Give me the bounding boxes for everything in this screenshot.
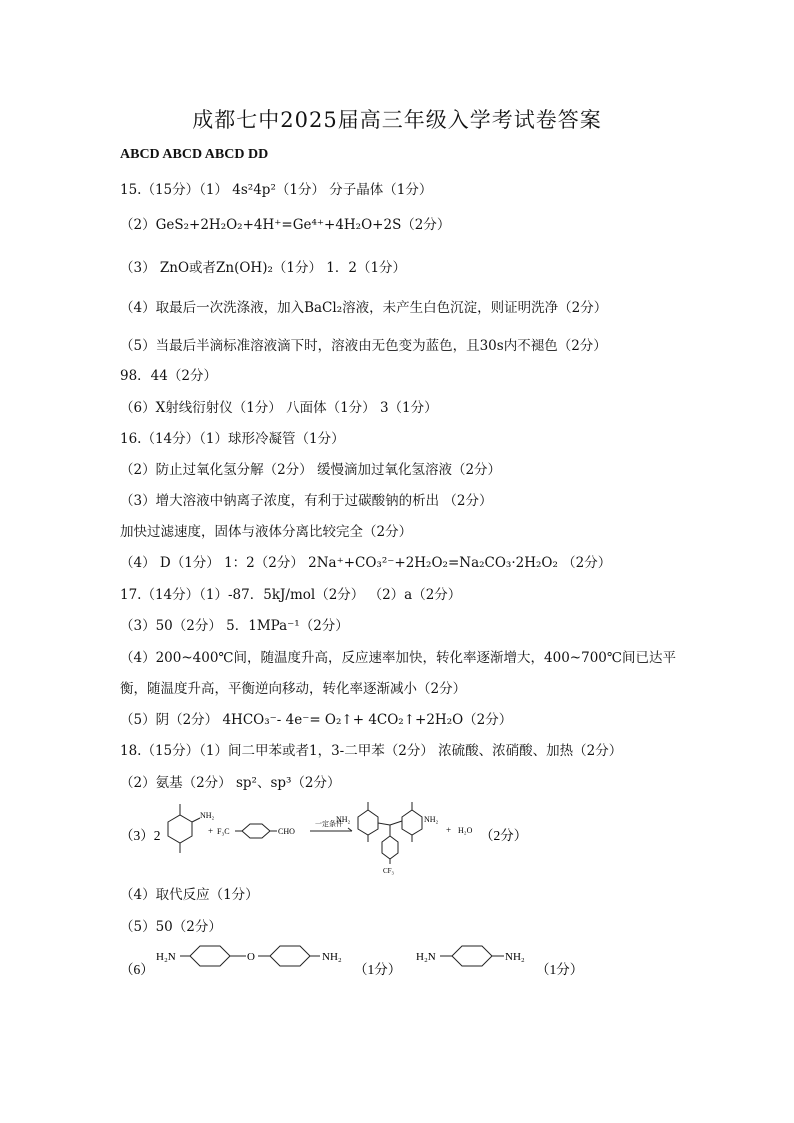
nh2-label: NH₂ [200, 811, 215, 820]
h2n-label-2: H₂N [416, 951, 436, 963]
answer-line-15-2: （2）GeS₂+2H₂O₂+4H⁺=Ge⁴⁺+4H₂O+2S（2分） [120, 217, 451, 233]
oxygen-label: O [247, 951, 255, 963]
answer-line-18-1: 18.（15分）（1）间二甲苯或者1，3-二甲苯（2分） 浓硫酸、浓硝酸、加热（2分） [120, 743, 623, 759]
product-nh2-right: NH₂ [424, 815, 439, 824]
structures-18-6 [120, 938, 600, 983]
plus-sign: + [208, 826, 214, 836]
answer-line-15-1: 15.（15分）（1） 4s²4p²（1分） 分子晶体（1分） [120, 182, 433, 198]
answer-line-17-4b: 衡，随温度升高，平衡逆向移动，转化率逐渐减小（2分） [120, 681, 467, 697]
mc-answers: ABCD ABCD ABCD DD [120, 147, 269, 162]
answer-line-16-3b: 加快过滤速度，固体与液体分离比较完全（2分） [120, 524, 413, 540]
reaction-scheme-18-3 [120, 790, 680, 880]
answer-line-16-2: （2）防止过氧化氢分解（2分） 缓慢滴加过氧化氢溶液（2分） [120, 462, 502, 478]
f3c-label: F₃C [217, 827, 230, 836]
dimethylaniline-structure [168, 804, 200, 853]
answer-line-15-5b: 98．44（2分） [120, 368, 217, 384]
answer-line-17-3: （3）50（2分） 5．1MPa⁻¹（2分） [120, 618, 349, 634]
benzaldehyde-structure [235, 824, 277, 838]
cf3-label: CF₃ [383, 867, 395, 875]
answer-line-16-1: 16.（14分）（1）球形冷凝管（1分） [120, 431, 345, 447]
nh2-label-2: NH₂ [505, 951, 525, 963]
answer-line-18-5: （5）50（2分） [120, 919, 222, 935]
cho-label: CHO [278, 827, 295, 836]
score-18-6-b: （1分） [536, 962, 584, 977]
answer-line-17-1: 17.（14分）（1）-87．5kJ/mol（2分） （2）a（2分） [120, 587, 462, 603]
score-18-3: （2分） [480, 828, 528, 843]
reaction-arrow [310, 828, 352, 831]
product-nh2-left: NH₂ [336, 815, 351, 824]
answer-line-15-3: （3） ZnO或者Zn(OH)₂（1分） 1．2（1分） [120, 260, 407, 276]
page-title: 成都七中2025届高三年级入学考试卷答案 [192, 108, 602, 132]
reaction-prefix: （3）2 [120, 828, 161, 843]
answer-line-16-3: （3）增大溶液中钠离子浓度，有利于过碳酸钠的析出 （2分） [120, 493, 493, 509]
prefix-18-6: （6） [120, 962, 154, 977]
answer-line-15-4: （4）取最后一次洗涤液，加入BaCl₂溶液，未产生白色沉淀，则证明洗净（2分） [120, 300, 608, 316]
answer-line-15-5: （5）当最后半滴标准溶液滴下时，溶液由无色变为蓝色，且30s内不褪色（2分） [120, 338, 607, 354]
water-label: H₂O [458, 826, 473, 835]
plus-sign-2: + [446, 825, 452, 835]
answer-line-18-4: （4）取代反应（1分） [120, 887, 259, 903]
reaction-condition: 一定条件 [315, 820, 343, 828]
answer-line-17-5: （5）阴（2分） 4HCO₃⁻- 4e⁻= O₂↑+ 4CO₂↑+2H₂O（2分） [120, 712, 513, 728]
answer-line-15-6: （6）X射线衍射仪（1分） 八面体（1分） 3（1分） [120, 400, 438, 416]
phenylenediamine-structure [440, 946, 504, 966]
nh2-label-1: NH₂ [322, 951, 342, 963]
score-18-6-a: （1分） [354, 962, 402, 977]
h2n-label-1: H₂N [156, 951, 176, 963]
product-structure [358, 802, 422, 864]
answer-line-16-4: （4） D（1分） 1：2（2分） 2Na⁺+CO₃²⁻+2H₂O₂=Na₂CO₃·2H₂O₂ （2分） [120, 555, 612, 571]
answer-line-17-4: （4）200~400℃间，随温度升高，反应速率加快，转化率逐渐增大，400~700℃间已达平 [120, 650, 676, 666]
answer-line-18-2: （2）氨基（2分） sp²、sp³（2分） [120, 775, 341, 791]
